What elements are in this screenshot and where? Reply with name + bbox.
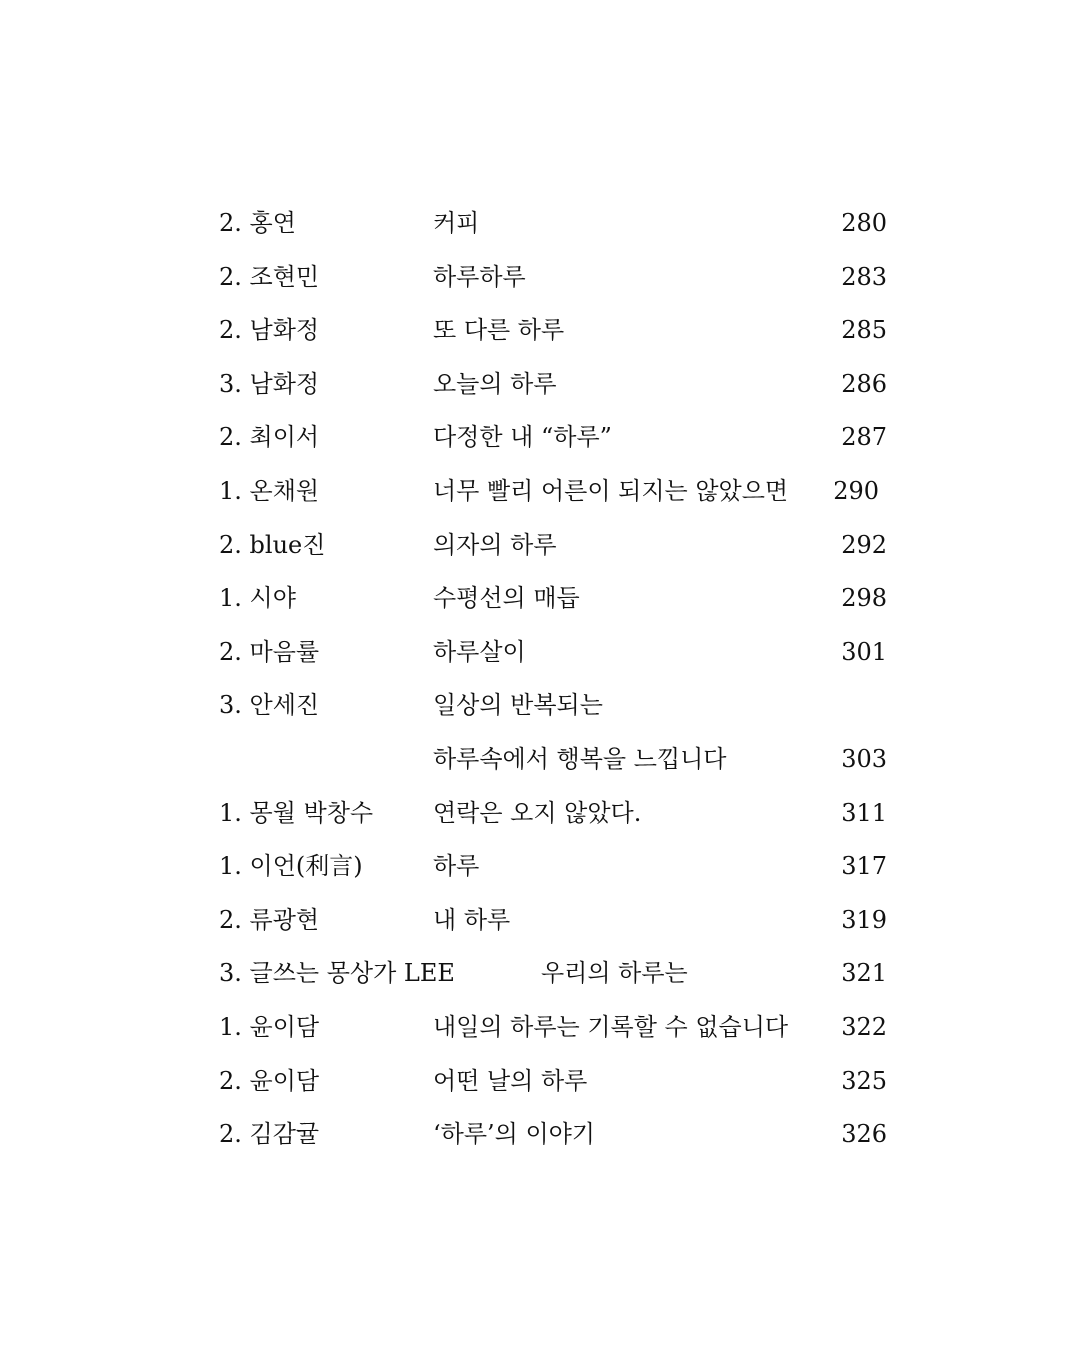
toc-entry bbox=[219, 733, 887, 787]
entry-author: 2. 김감귤 bbox=[219, 1120, 320, 1149]
entry-page-number: 301 bbox=[841, 637, 887, 666]
entry-author: 1. 시야 bbox=[219, 584, 296, 613]
entry-page-number: 286 bbox=[841, 369, 887, 398]
entry-author: 3. 남화정 bbox=[219, 369, 320, 398]
entry-author: 2. 조현민 bbox=[219, 262, 320, 291]
entry-author: 1. 이언(利言) bbox=[219, 852, 363, 881]
entry-title: 어떤 날의 하루 bbox=[433, 1066, 588, 1095]
entry-page-number: 322 bbox=[841, 1012, 887, 1041]
toc-entry bbox=[219, 572, 887, 626]
entry-title: 연락은 오지 않았다. bbox=[433, 798, 642, 827]
toc-entry bbox=[219, 947, 887, 1001]
entry-title: 의자의 하루 bbox=[433, 530, 557, 559]
entry-author: 2. 홍연 bbox=[219, 209, 296, 237]
entry-page-number: 285 bbox=[841, 316, 887, 345]
toc-entry bbox=[219, 787, 887, 841]
entry-title: 또 다른 하루 bbox=[433, 316, 565, 345]
toc-entry bbox=[219, 1055, 887, 1109]
toc-entry bbox=[219, 197, 887, 251]
entry-title: 우리의 하루는 bbox=[541, 959, 688, 988]
entry-title: 너무 빨리 어른이 되지는 않았으면 bbox=[433, 476, 789, 505]
entry-author: 3. 글쓰는 몽상가 LEE bbox=[219, 959, 455, 988]
entry-author: 3. 안세진 bbox=[219, 691, 320, 720]
entry-author: 1. 몽월 박창수 bbox=[219, 798, 374, 827]
entry-author: 2. 마음률 bbox=[219, 637, 320, 666]
entry-author: 2. 최이서 bbox=[219, 423, 320, 452]
entry-page-number: 298 bbox=[841, 584, 887, 613]
entry-page-number: 311 bbox=[841, 798, 887, 827]
entry-author: 2. 남화정 bbox=[219, 316, 320, 345]
entry-page-number: 292 bbox=[841, 530, 887, 559]
toc-entry bbox=[219, 894, 887, 948]
toc-entry bbox=[219, 840, 887, 894]
entry-page-number: 303 bbox=[841, 744, 887, 773]
entry-author: 1. 온채원 bbox=[219, 476, 320, 505]
entry-author: 2. 윤이담 bbox=[219, 1066, 320, 1095]
entry-title: 일상의 반복되는 bbox=[433, 691, 603, 720]
entry-title: 하루하루 bbox=[433, 262, 526, 291]
toc-entry bbox=[219, 679, 887, 733]
toc-entry bbox=[219, 519, 887, 573]
entry-page-number: 319 bbox=[841, 905, 887, 934]
entry-title: 수평선의 매듭 bbox=[433, 584, 580, 613]
toc-entry bbox=[219, 358, 887, 412]
toc-entry bbox=[219, 465, 887, 519]
entry-title: 내일의 하루는 기록할 수 없습니다 bbox=[433, 1012, 789, 1041]
entry-title: 커피 bbox=[433, 209, 480, 237]
entry-title: 하루살이 bbox=[433, 637, 526, 666]
entry-title: 오늘의 하루 bbox=[433, 369, 557, 398]
toc-entry bbox=[219, 1001, 887, 1055]
entry-page-number: 321 bbox=[841, 959, 887, 988]
entry-author: 2. 류광현 bbox=[219, 905, 320, 934]
entry-page-number: 283 bbox=[841, 262, 887, 291]
entry-title: ‘하루’의 이야기 bbox=[433, 1120, 595, 1149]
entry-page-number: 287 bbox=[841, 423, 887, 452]
entry-title: 하루속에서 행복을 느낍니다 bbox=[433, 744, 727, 773]
toc-entry bbox=[219, 1108, 887, 1162]
table-of-contents bbox=[219, 197, 887, 1162]
entry-title: 하루 bbox=[433, 852, 480, 881]
entry-page-number: 326 bbox=[841, 1120, 887, 1149]
entry-author: 1. 윤이담 bbox=[219, 1012, 320, 1041]
entry-author: 2. blue진 bbox=[219, 530, 326, 559]
entry-title: 내 하루 bbox=[433, 905, 511, 934]
toc-entry bbox=[219, 251, 887, 305]
entry-title: 다정한 내 “하루” bbox=[433, 423, 612, 452]
toc-entry bbox=[219, 411, 887, 465]
entry-page-number: 280 bbox=[841, 209, 887, 237]
toc-entry bbox=[219, 626, 887, 680]
toc-entry bbox=[219, 304, 887, 358]
entry-page-number: 325 bbox=[841, 1066, 887, 1095]
entry-page-number: 317 bbox=[841, 852, 887, 881]
entry-page-number: 290 bbox=[833, 476, 879, 505]
